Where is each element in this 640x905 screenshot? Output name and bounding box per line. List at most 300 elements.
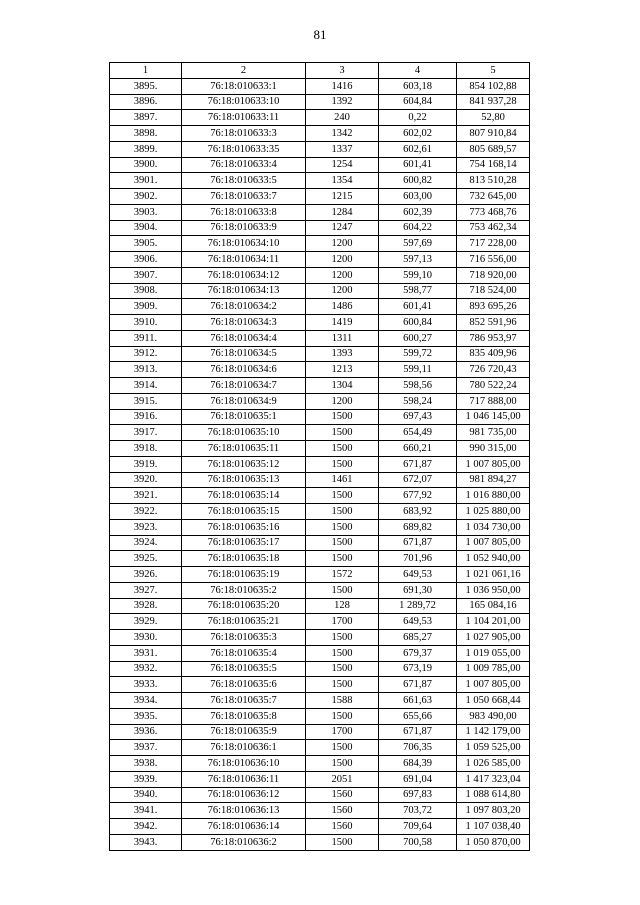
value-cell: 780 522,24 bbox=[457, 378, 530, 394]
cadastral-number-cell: 76:18:010634:12 bbox=[182, 267, 306, 283]
table-row bbox=[110, 425, 530, 441]
value-cell: 1 016 880,00 bbox=[457, 488, 530, 504]
cadastral-number-cell: 76:18:010633:7 bbox=[182, 189, 306, 205]
row-number-cell: 3903. bbox=[110, 204, 182, 220]
table-row bbox=[110, 708, 530, 724]
cadastral-number-cell: 76:18:010635:8 bbox=[182, 708, 306, 724]
rate-cell: 602,02 bbox=[379, 126, 457, 142]
value-cell: 1 026 585,00 bbox=[457, 756, 530, 772]
cadastral-number-cell: 76:18:010633:1 bbox=[182, 78, 306, 94]
rate-cell: 600,27 bbox=[379, 330, 457, 346]
table-row bbox=[110, 740, 530, 756]
cadastral-number-cell: 76:18:010633:3 bbox=[182, 126, 306, 142]
row-number-cell: 3896. bbox=[110, 94, 182, 110]
rate-cell: 691,30 bbox=[379, 582, 457, 598]
table-row bbox=[110, 488, 530, 504]
value-cell: 753 462,34 bbox=[457, 220, 530, 236]
area-cell: 1393 bbox=[306, 346, 379, 362]
rate-cell: 598,24 bbox=[379, 393, 457, 409]
table-row bbox=[110, 693, 530, 709]
area-cell: 1500 bbox=[306, 425, 379, 441]
table-row bbox=[110, 315, 530, 331]
table-row bbox=[110, 535, 530, 551]
column-header-4: 4 bbox=[379, 63, 457, 79]
row-number-cell: 3934. bbox=[110, 693, 182, 709]
row-number-cell: 3898. bbox=[110, 126, 182, 142]
row-number-cell: 3941. bbox=[110, 803, 182, 819]
value-cell: 983 490,00 bbox=[457, 708, 530, 724]
table-row bbox=[110, 834, 530, 850]
table-row bbox=[110, 346, 530, 362]
value-cell: 1 059 525,00 bbox=[457, 740, 530, 756]
rate-cell: 683,92 bbox=[379, 504, 457, 520]
rate-cell: 604,22 bbox=[379, 220, 457, 236]
row-number-cell: 3933. bbox=[110, 677, 182, 693]
row-number-cell: 3906. bbox=[110, 252, 182, 268]
table-row bbox=[110, 378, 530, 394]
rate-cell: 601,41 bbox=[379, 299, 457, 315]
row-number-cell: 3922. bbox=[110, 504, 182, 520]
value-cell: 52,80 bbox=[457, 110, 530, 126]
rate-cell: 655,66 bbox=[379, 708, 457, 724]
area-cell: 1500 bbox=[306, 519, 379, 535]
row-number-cell: 3918. bbox=[110, 441, 182, 457]
rate-cell: 684,39 bbox=[379, 756, 457, 772]
value-cell: 1 021 061,16 bbox=[457, 567, 530, 583]
row-number-cell: 3939. bbox=[110, 771, 182, 787]
row-number-cell: 3921. bbox=[110, 488, 182, 504]
value-cell: 1 034 730,00 bbox=[457, 519, 530, 535]
cadastral-number-cell: 76:18:010635:5 bbox=[182, 661, 306, 677]
value-cell: 1 009 785,00 bbox=[457, 661, 530, 677]
row-number-cell: 3940. bbox=[110, 787, 182, 803]
area-cell: 1342 bbox=[306, 126, 379, 142]
table-row bbox=[110, 787, 530, 803]
cadastral-number-cell: 76:18:010636:11 bbox=[182, 771, 306, 787]
table-row bbox=[110, 220, 530, 236]
table-row bbox=[110, 362, 530, 378]
value-cell: 1 104 201,00 bbox=[457, 614, 530, 630]
cadastral-number-cell: 76:18:010636:13 bbox=[182, 803, 306, 819]
area-cell: 1500 bbox=[306, 456, 379, 472]
table-row bbox=[110, 645, 530, 661]
table-row bbox=[110, 819, 530, 835]
rate-cell: 602,61 bbox=[379, 141, 457, 157]
value-cell: 981 735,00 bbox=[457, 425, 530, 441]
row-number-cell: 3914. bbox=[110, 378, 182, 394]
area-cell: 1254 bbox=[306, 157, 379, 173]
table-row bbox=[110, 283, 530, 299]
area-cell: 1500 bbox=[306, 677, 379, 693]
row-number-cell: 3929. bbox=[110, 614, 182, 630]
rate-cell: 601,41 bbox=[379, 157, 457, 173]
rate-cell: 649,53 bbox=[379, 614, 457, 630]
table-row bbox=[110, 330, 530, 346]
area-cell: 1500 bbox=[306, 756, 379, 772]
rate-cell: 661,63 bbox=[379, 693, 457, 709]
cadastral-number-cell: 76:18:010635:2 bbox=[182, 582, 306, 598]
area-cell: 2051 bbox=[306, 771, 379, 787]
value-cell: 1 036 950,00 bbox=[457, 582, 530, 598]
value-cell: 1 007 805,00 bbox=[457, 535, 530, 551]
value-cell: 1 046 145,00 bbox=[457, 409, 530, 425]
table-row bbox=[110, 803, 530, 819]
cadastral-number-cell: 76:18:010635:15 bbox=[182, 504, 306, 520]
area-cell: 1588 bbox=[306, 693, 379, 709]
row-number-cell: 3925. bbox=[110, 551, 182, 567]
rate-cell: 671,87 bbox=[379, 677, 457, 693]
cadastral-number-cell: 76:18:010634:2 bbox=[182, 299, 306, 315]
cadastral-number-cell: 76:18:010635:6 bbox=[182, 677, 306, 693]
area-cell: 1500 bbox=[306, 645, 379, 661]
table-row bbox=[110, 204, 530, 220]
area-cell: 1200 bbox=[306, 236, 379, 252]
cadastral-number-cell: 76:18:010634:5 bbox=[182, 346, 306, 362]
cadastral-number-cell: 76:18:010636:12 bbox=[182, 787, 306, 803]
column-header-1: 1 bbox=[110, 63, 182, 79]
row-number-cell: 3910. bbox=[110, 315, 182, 331]
row-number-cell: 3911. bbox=[110, 330, 182, 346]
value-cell: 716 556,00 bbox=[457, 252, 530, 268]
area-cell: 1200 bbox=[306, 283, 379, 299]
table-row bbox=[110, 441, 530, 457]
column-header-5: 5 bbox=[457, 63, 530, 79]
area-cell: 240 bbox=[306, 110, 379, 126]
value-cell: 717 888,00 bbox=[457, 393, 530, 409]
value-cell: 718 524,00 bbox=[457, 283, 530, 299]
rate-cell: 671,87 bbox=[379, 724, 457, 740]
cadastral-number-cell: 76:18:010635:7 bbox=[182, 693, 306, 709]
area-cell: 1500 bbox=[306, 551, 379, 567]
cadastral-number-cell: 76:18:010636:2 bbox=[182, 834, 306, 850]
rate-cell: 660,21 bbox=[379, 441, 457, 457]
cadastral-number-cell: 76:18:010634:11 bbox=[182, 252, 306, 268]
rate-cell: 597,13 bbox=[379, 252, 457, 268]
area-cell: 1200 bbox=[306, 393, 379, 409]
column-header-2: 2 bbox=[182, 63, 306, 79]
value-cell: 841 937,28 bbox=[457, 94, 530, 110]
area-cell: 1461 bbox=[306, 472, 379, 488]
value-cell: 732 645,00 bbox=[457, 189, 530, 205]
cadastral-number-cell: 76:18:010634:9 bbox=[182, 393, 306, 409]
cadastral-number-cell: 76:18:010633:8 bbox=[182, 204, 306, 220]
area-cell: 1215 bbox=[306, 189, 379, 205]
row-number-cell: 3935. bbox=[110, 708, 182, 724]
area-cell: 1500 bbox=[306, 740, 379, 756]
row-number-cell: 3915. bbox=[110, 393, 182, 409]
table-row bbox=[110, 456, 530, 472]
value-cell: 805 689,57 bbox=[457, 141, 530, 157]
rate-cell: 603,18 bbox=[379, 78, 457, 94]
table-row bbox=[110, 756, 530, 772]
value-cell: 718 920,00 bbox=[457, 267, 530, 283]
cadastral-number-cell: 76:18:010633:5 bbox=[182, 173, 306, 189]
cadastral-number-cell: 76:18:010635:21 bbox=[182, 614, 306, 630]
table-row bbox=[110, 78, 530, 94]
rate-cell: 649,53 bbox=[379, 567, 457, 583]
rate-cell: 599,10 bbox=[379, 267, 457, 283]
row-number-cell: 3923. bbox=[110, 519, 182, 535]
value-cell: 1 025 880,00 bbox=[457, 504, 530, 520]
cadastral-number-cell: 76:18:010636:1 bbox=[182, 740, 306, 756]
area-cell: 1392 bbox=[306, 94, 379, 110]
rate-cell: 700,58 bbox=[379, 834, 457, 850]
area-cell: 1500 bbox=[306, 488, 379, 504]
rate-cell: 599,11 bbox=[379, 362, 457, 378]
table-row bbox=[110, 393, 530, 409]
table-row bbox=[110, 173, 530, 189]
area-cell: 1354 bbox=[306, 173, 379, 189]
row-number-cell: 3926. bbox=[110, 567, 182, 583]
column-header-3: 3 bbox=[306, 63, 379, 79]
data-table bbox=[109, 62, 530, 851]
table-row bbox=[110, 267, 530, 283]
cadastral-number-cell: 76:18:010634:13 bbox=[182, 283, 306, 299]
rate-cell: 709,64 bbox=[379, 819, 457, 835]
rate-cell: 679,37 bbox=[379, 645, 457, 661]
rate-cell: 691,04 bbox=[379, 771, 457, 787]
rate-cell: 599,72 bbox=[379, 346, 457, 362]
area-cell: 1560 bbox=[306, 819, 379, 835]
table-row bbox=[110, 504, 530, 520]
table-row bbox=[110, 598, 530, 614]
table-row bbox=[110, 630, 530, 646]
cadastral-number-cell: 76:18:010635:3 bbox=[182, 630, 306, 646]
row-number-cell: 3907. bbox=[110, 267, 182, 283]
row-number-cell: 3917. bbox=[110, 425, 182, 441]
value-cell: 773 468,76 bbox=[457, 204, 530, 220]
row-number-cell: 3913. bbox=[110, 362, 182, 378]
row-number-cell: 3942. bbox=[110, 819, 182, 835]
cadastral-number-cell: 76:18:010634:6 bbox=[182, 362, 306, 378]
row-number-cell: 3902. bbox=[110, 189, 182, 205]
area-cell: 1700 bbox=[306, 724, 379, 740]
page-number: 81 bbox=[313, 27, 327, 42]
rate-cell: 677,92 bbox=[379, 488, 457, 504]
table-row bbox=[110, 94, 530, 110]
area-cell: 1213 bbox=[306, 362, 379, 378]
area-cell: 128 bbox=[306, 598, 379, 614]
row-number-cell: 3909. bbox=[110, 299, 182, 315]
row-number-cell: 3936. bbox=[110, 724, 182, 740]
cadastral-number-cell: 76:18:010636:14 bbox=[182, 819, 306, 835]
rate-cell: 1 289,72 bbox=[379, 598, 457, 614]
cadastral-number-cell: 76:18:010635:13 bbox=[182, 472, 306, 488]
area-cell: 1284 bbox=[306, 204, 379, 220]
row-number-cell: 3920. bbox=[110, 472, 182, 488]
table-row bbox=[110, 472, 530, 488]
area-cell: 1200 bbox=[306, 252, 379, 268]
table-row bbox=[110, 661, 530, 677]
rate-cell: 703,72 bbox=[379, 803, 457, 819]
table-row bbox=[110, 141, 530, 157]
rate-cell: 598,77 bbox=[379, 283, 457, 299]
value-cell: 1 107 038,40 bbox=[457, 819, 530, 835]
row-number-cell: 3916. bbox=[110, 409, 182, 425]
rate-cell: 598,56 bbox=[379, 378, 457, 394]
rate-cell: 0,22 bbox=[379, 110, 457, 126]
row-number-cell: 3924. bbox=[110, 535, 182, 551]
table-row bbox=[110, 551, 530, 567]
value-cell: 1 142 179,00 bbox=[457, 724, 530, 740]
area-cell: 1486 bbox=[306, 299, 379, 315]
rate-cell: 685,27 bbox=[379, 630, 457, 646]
rate-cell: 706,35 bbox=[379, 740, 457, 756]
cadastral-number-cell: 76:18:010635:14 bbox=[182, 488, 306, 504]
row-number-cell: 3905. bbox=[110, 236, 182, 252]
value-cell: 786 953,97 bbox=[457, 330, 530, 346]
value-cell: 990 315,00 bbox=[457, 441, 530, 457]
cadastral-number-cell: 76:18:010634:10 bbox=[182, 236, 306, 252]
cadastral-number-cell: 76:18:010635:1 bbox=[182, 409, 306, 425]
cadastral-number-cell: 76:18:010635:19 bbox=[182, 567, 306, 583]
row-number-cell: 3937. bbox=[110, 740, 182, 756]
rate-cell: 600,84 bbox=[379, 315, 457, 331]
area-cell: 1500 bbox=[306, 409, 379, 425]
table-row bbox=[110, 614, 530, 630]
row-number-cell: 3901. bbox=[110, 173, 182, 189]
table-row bbox=[110, 582, 530, 598]
area-cell: 1560 bbox=[306, 803, 379, 819]
cadastral-number-cell: 76:18:010633:11 bbox=[182, 110, 306, 126]
cadastral-number-cell: 76:18:010635:16 bbox=[182, 519, 306, 535]
value-cell: 1 027 905,00 bbox=[457, 630, 530, 646]
row-number-cell: 3900. bbox=[110, 157, 182, 173]
table-row bbox=[110, 771, 530, 787]
cadastral-number-cell: 76:18:010633:10 bbox=[182, 94, 306, 110]
cadastral-number-cell: 76:18:010636:10 bbox=[182, 756, 306, 772]
area-cell: 1500 bbox=[306, 441, 379, 457]
value-cell: 1 007 805,00 bbox=[457, 677, 530, 693]
value-cell: 717 228,00 bbox=[457, 236, 530, 252]
row-number-cell: 3927. bbox=[110, 582, 182, 598]
rate-cell: 701,96 bbox=[379, 551, 457, 567]
area-cell: 1500 bbox=[306, 630, 379, 646]
area-cell: 1500 bbox=[306, 582, 379, 598]
value-cell: 852 591,96 bbox=[457, 315, 530, 331]
cadastral-number-cell: 76:18:010633:35 bbox=[182, 141, 306, 157]
row-number-cell: 3897. bbox=[110, 110, 182, 126]
cadastral-number-cell: 76:18:010633:9 bbox=[182, 220, 306, 236]
row-number-cell: 3904. bbox=[110, 220, 182, 236]
row-number-cell: 3899. bbox=[110, 141, 182, 157]
area-cell: 1337 bbox=[306, 141, 379, 157]
table-row bbox=[110, 519, 530, 535]
area-cell: 1500 bbox=[306, 504, 379, 520]
value-cell: 893 695,26 bbox=[457, 299, 530, 315]
area-cell: 1700 bbox=[306, 614, 379, 630]
table-header-row bbox=[110, 63, 530, 79]
rate-cell: 689,82 bbox=[379, 519, 457, 535]
cadastral-number-cell: 76:18:010635:20 bbox=[182, 598, 306, 614]
table-row bbox=[110, 677, 530, 693]
table-row bbox=[110, 126, 530, 142]
table-row bbox=[110, 157, 530, 173]
row-number-cell: 3919. bbox=[110, 456, 182, 472]
area-cell: 1311 bbox=[306, 330, 379, 346]
rate-cell: 600,82 bbox=[379, 173, 457, 189]
table-row bbox=[110, 299, 530, 315]
rate-cell: 671,87 bbox=[379, 456, 457, 472]
rate-cell: 672,07 bbox=[379, 472, 457, 488]
value-cell: 165 084,16 bbox=[457, 598, 530, 614]
table-row bbox=[110, 189, 530, 205]
row-number-cell: 3912. bbox=[110, 346, 182, 362]
rate-cell: 671,87 bbox=[379, 535, 457, 551]
rate-cell: 603,00 bbox=[379, 189, 457, 205]
value-cell: 1 052 940,00 bbox=[457, 551, 530, 567]
table-row bbox=[110, 567, 530, 583]
value-cell: 1 050 870,00 bbox=[457, 834, 530, 850]
area-cell: 1419 bbox=[306, 315, 379, 331]
table-row bbox=[110, 110, 530, 126]
row-number-cell: 3938. bbox=[110, 756, 182, 772]
value-cell: 1 050 668,44 bbox=[457, 693, 530, 709]
table-row bbox=[110, 724, 530, 740]
area-cell: 1572 bbox=[306, 567, 379, 583]
area-cell: 1560 bbox=[306, 787, 379, 803]
cadastral-number-cell: 76:18:010633:4 bbox=[182, 157, 306, 173]
row-number-cell: 3930. bbox=[110, 630, 182, 646]
table-row bbox=[110, 252, 530, 268]
cadastral-number-cell: 76:18:010635:11 bbox=[182, 441, 306, 457]
area-cell: 1500 bbox=[306, 535, 379, 551]
cadastral-number-cell: 76:18:010634:4 bbox=[182, 330, 306, 346]
value-cell: 854 102,88 bbox=[457, 78, 530, 94]
row-number-cell: 3928. bbox=[110, 598, 182, 614]
value-cell: 1 417 323,04 bbox=[457, 771, 530, 787]
table-row bbox=[110, 409, 530, 425]
cadastral-number-cell: 76:18:010634:3 bbox=[182, 315, 306, 331]
cadastral-number-cell: 76:18:010635:10 bbox=[182, 425, 306, 441]
value-cell: 1 007 805,00 bbox=[457, 456, 530, 472]
area-cell: 1500 bbox=[306, 708, 379, 724]
row-number-cell: 3943. bbox=[110, 834, 182, 850]
value-cell: 1 088 614,80 bbox=[457, 787, 530, 803]
rate-cell: 697,43 bbox=[379, 409, 457, 425]
table-row bbox=[110, 236, 530, 252]
rate-cell: 597,69 bbox=[379, 236, 457, 252]
rate-cell: 673,19 bbox=[379, 661, 457, 677]
area-cell: 1416 bbox=[306, 78, 379, 94]
value-cell: 1 097 803,20 bbox=[457, 803, 530, 819]
cadastral-number-cell: 76:18:010635:9 bbox=[182, 724, 306, 740]
rate-cell: 697,83 bbox=[379, 787, 457, 803]
area-cell: 1247 bbox=[306, 220, 379, 236]
table-body bbox=[110, 78, 530, 850]
value-cell: 835 409,96 bbox=[457, 346, 530, 362]
row-number-cell: 3932. bbox=[110, 661, 182, 677]
area-cell: 1500 bbox=[306, 834, 379, 850]
value-cell: 754 168,14 bbox=[457, 157, 530, 173]
rate-cell: 654,49 bbox=[379, 425, 457, 441]
cadastral-number-cell: 76:18:010635:12 bbox=[182, 456, 306, 472]
area-cell: 1500 bbox=[306, 661, 379, 677]
value-cell: 813 510,28 bbox=[457, 173, 530, 189]
cadastral-number-cell: 76:18:010635:18 bbox=[182, 551, 306, 567]
value-cell: 981 894,27 bbox=[457, 472, 530, 488]
rate-cell: 604,84 bbox=[379, 94, 457, 110]
row-number-cell: 3908. bbox=[110, 283, 182, 299]
row-number-cell: 3895. bbox=[110, 78, 182, 94]
area-cell: 1200 bbox=[306, 267, 379, 283]
cadastral-number-cell: 76:18:010635:4 bbox=[182, 645, 306, 661]
value-cell: 726 720,43 bbox=[457, 362, 530, 378]
cadastral-number-cell: 76:18:010634:7 bbox=[182, 378, 306, 394]
value-cell: 807 910,84 bbox=[457, 126, 530, 142]
rate-cell: 602,39 bbox=[379, 204, 457, 220]
value-cell: 1 019 055,00 bbox=[457, 645, 530, 661]
